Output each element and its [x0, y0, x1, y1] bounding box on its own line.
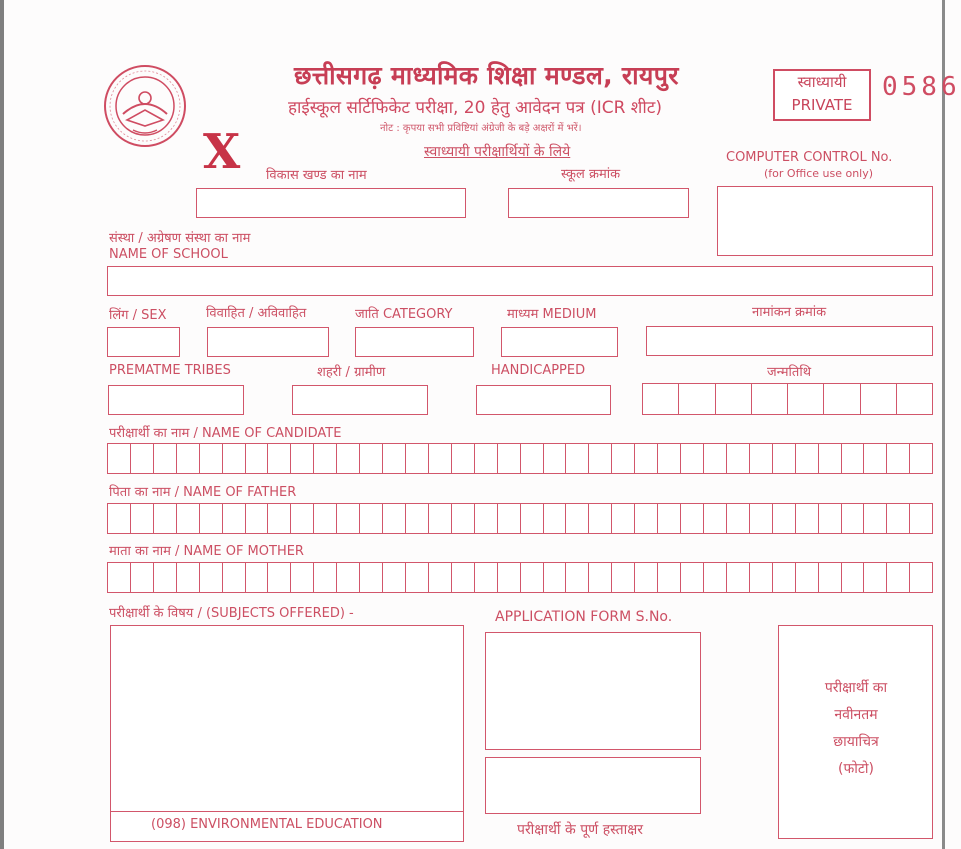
mother-name-grid[interactable] [107, 562, 933, 593]
category-english-label: CATEGORY [382, 307, 453, 322]
signature-field[interactable] [485, 757, 701, 814]
private-english: PRIVATE [791, 96, 853, 114]
medium-label [507, 304, 597, 322]
signature-label: परीक्षार्थी के पूर्ण हस्ताक्षर [517, 822, 643, 838]
tribes-label: PREMATME TRIBES [109, 363, 231, 378]
school-name-hindi-label: संस्था / अग्रेषण संस्था का नाम [109, 231, 251, 246]
urban-rural-field[interactable] [292, 385, 428, 415]
serial-number: 0586 [882, 72, 961, 102]
application-sno-label: APPLICATION FORM S.No. [495, 609, 673, 625]
photo-instructions [780, 675, 932, 783]
father-name-grid[interactable] [107, 503, 933, 534]
marital-label: विवाहित / अविवाहित [206, 306, 307, 321]
father-name-label: पिता का नाम / NAME OF FATHER [109, 485, 297, 500]
school-code-field[interactable] [508, 188, 689, 218]
photo-line-4: (फोटो) [837, 761, 875, 777]
category-field[interactable] [355, 327, 474, 357]
form-subtitle: हाईस्कूल सर्टिफिकेट परीक्षा, 20 हेतु आवेदन पत्र (ICR शीट) [288, 98, 662, 118]
school-name-field[interactable] [107, 266, 933, 296]
category-label [355, 304, 453, 322]
private-badge [773, 69, 871, 121]
form-note: नोट : कृपया सभी प्रविष्टियां अंग्रेजी के बड़े अक्षरों में भरें। [380, 123, 582, 134]
medium-field[interactable] [501, 327, 618, 357]
board-seal-logo [103, 64, 187, 148]
marital-field[interactable] [207, 327, 329, 357]
medium-english-label: MEDIUM [542, 307, 597, 322]
medium-hindi-label: माध्यम [507, 307, 539, 322]
photo-line-2: नवीनतम [834, 707, 878, 723]
urban-rural-label: शहरी / ग्रामीण [317, 365, 386, 380]
sex-label: लिंग / SEX [109, 308, 167, 323]
form-title: छत्तीसगढ़ माध्यमिक शिक्षा मण्डल, रायपुर [294, 61, 679, 90]
private-candidates-label: स्वाध्यायी परीक्षार्थियों के लिये [424, 144, 571, 160]
school-code-label: स्कूल क्रमांक [561, 167, 621, 182]
photo-line-1: परीक्षार्थी का [824, 680, 888, 696]
subjects-box[interactable] [110, 625, 464, 842]
school-name-english-label: NAME OF SCHOOL [109, 247, 228, 262]
photo-line-3: छायाचित्र [833, 734, 879, 750]
sex-field[interactable] [107, 327, 180, 357]
mother-name-label: माता का नाम / NAME OF MOTHER [109, 544, 304, 559]
candidate-name-grid[interactable] [107, 443, 933, 474]
private-hindi: स्वाध्यायी [797, 73, 847, 91]
computer-control-label: COMPUTER CONTROL No. [726, 150, 893, 165]
handicapped-label: HANDICAPPED [491, 363, 586, 378]
enrollment-field[interactable] [646, 326, 933, 356]
computer-control-field[interactable] [717, 186, 933, 256]
dob-grid[interactable] [642, 383, 933, 415]
cross-mark: X [203, 124, 241, 180]
block-name-field[interactable] [196, 188, 466, 218]
tribes-field[interactable] [108, 385, 244, 415]
subjects-divider [111, 811, 463, 812]
handicapped-field[interactable] [476, 385, 611, 415]
subjects-label: परीक्षार्थी के विषय / (SUBJECTS OFFERED) - [109, 606, 354, 621]
application-sno-field[interactable] [485, 632, 701, 750]
dob-label: जन्मतिथि [767, 365, 812, 380]
env-education-label: (098) ENVIRONMENTAL EDUCATION [151, 817, 383, 832]
candidate-name-label: परीक्षार्थी का नाम / NAME OF CANDIDATE [109, 426, 342, 441]
enrollment-label: नामांकन क्रमांक [752, 305, 827, 320]
office-use-label: (for Office use only) [764, 167, 874, 180]
block-name-label: विकास खण्ड का नाम [266, 168, 367, 183]
category-hindi-label: जाति [355, 307, 379, 322]
